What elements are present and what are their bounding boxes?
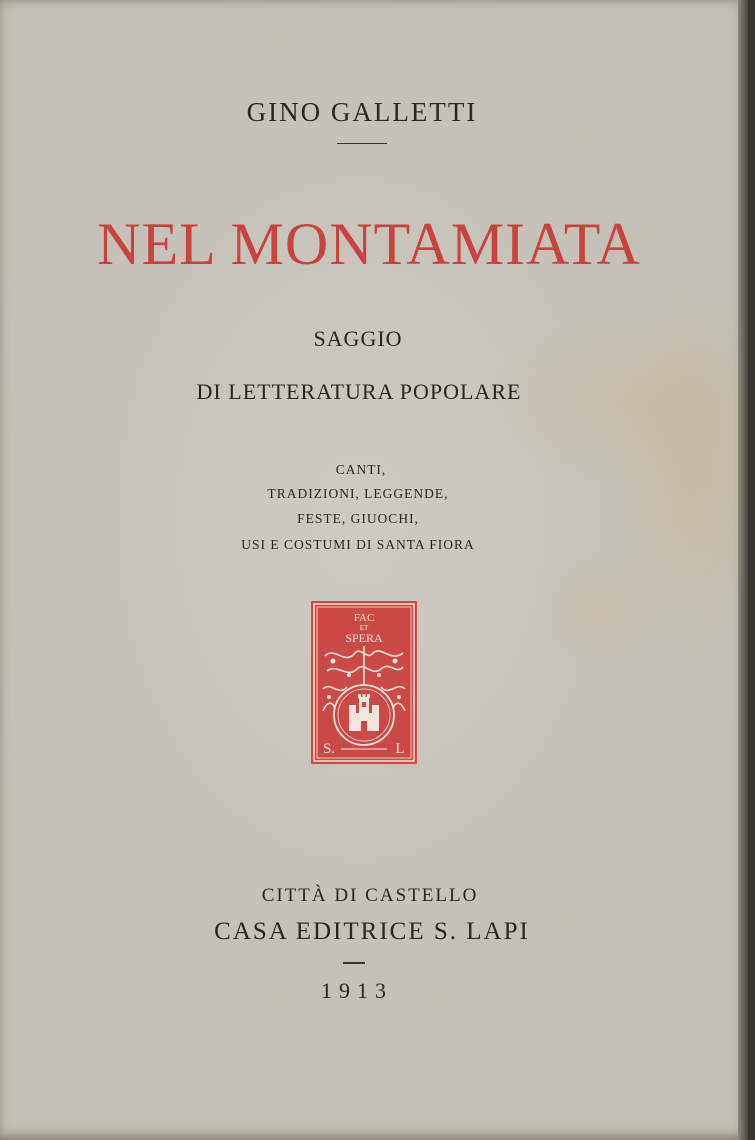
mark-motto-2: ET xyxy=(359,624,369,632)
mark-motto-3: SPERA xyxy=(345,631,383,645)
mark-initial-right: L xyxy=(395,741,405,757)
mark-initial-left: S. xyxy=(322,741,336,757)
author-rule xyxy=(337,143,387,144)
contents-line-2: TRADIZIONI, LEGGENDE, xyxy=(267,486,449,501)
contents-line-4: USI E COSTUMI DI SANTA FIORA xyxy=(241,537,475,552)
cover-edge xyxy=(738,0,748,1140)
book-title: NEL MONTAMIATA xyxy=(97,211,641,277)
printer-mark-emblem xyxy=(311,601,417,764)
contents-line-1: CANTI, xyxy=(335,462,387,477)
printer-mark xyxy=(311,601,417,764)
publisher-rule xyxy=(343,962,365,964)
author-name: GINO GALLETTI xyxy=(246,97,478,127)
mark-motto-1: FAC xyxy=(353,612,375,624)
subtitle-letteratura: DI LETTERATURA POPOLARE xyxy=(196,379,522,404)
subtitle-saggio: SAGGIO xyxy=(313,326,403,351)
publication-year: 1913 xyxy=(321,978,393,1003)
publication-city: CITTÀ DI CASTELLO xyxy=(261,885,479,906)
contents-line-3: FESTE, GIUOCHI, xyxy=(297,511,419,526)
publisher-name: CASA EDITRICE S. LAPI xyxy=(214,918,530,945)
